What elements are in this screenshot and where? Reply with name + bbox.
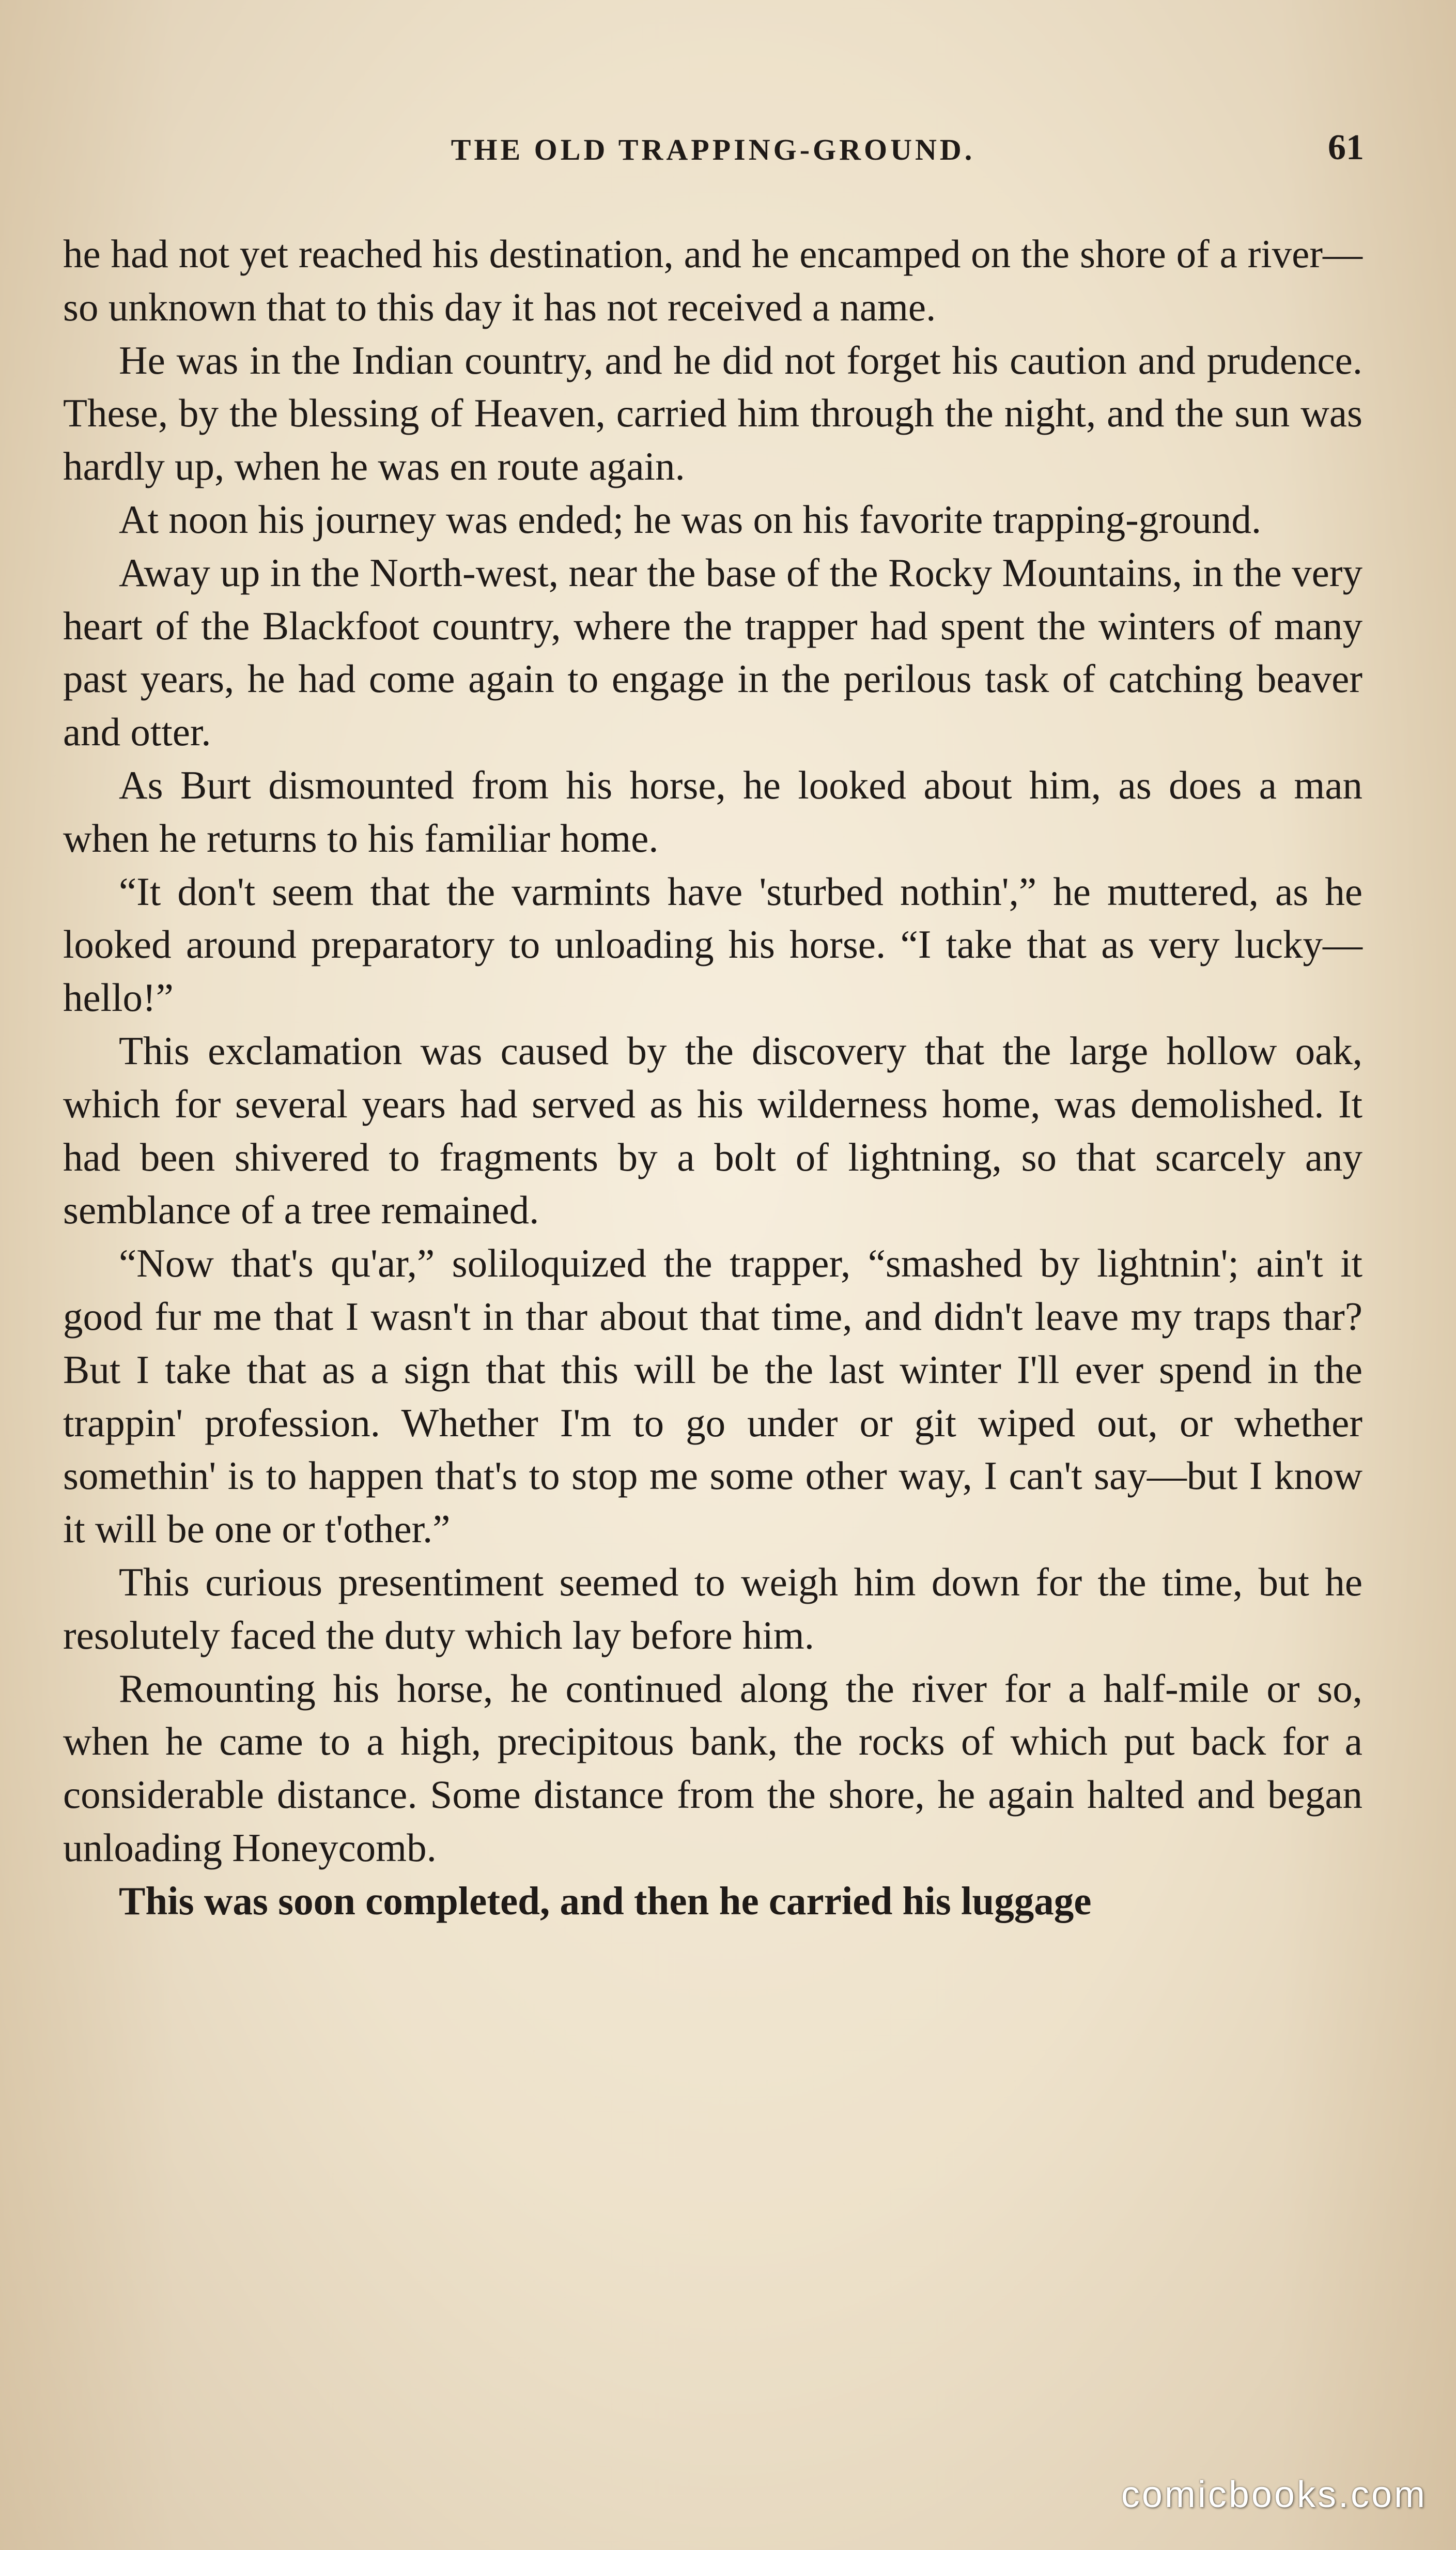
paragraph: This was soon completed, and then he carried his luggage [119,1878,1092,1923]
paragraph: he had not yet reached his destination, and he encamped on the shore of a river—so unknown that to this day it has not received a name. [63,232,1362,329]
page-number: 61 [1328,128,1364,167]
paragraph: “Now that's qu'ar,” soliloquized the trapper, “smashed by lightnin'; ain't it good fur me that I wasn't in thar about that time, and didn't leave my traps thar? But I take that as a sign that this will be the last winter I'll ever spend in the trappin' profession. Whether I'm to go under or git wiped out, or whether somethin' is to happen that's to stop me some other way, I can't say—but I know it will be one or t'other.” [63,1241,1362,1551]
running-head: THE OLD TRAPPING-GROUND. [451,133,975,166]
watermark: comicbooks.com [1121,2474,1427,2515]
body-text [63,227,1362,1928]
page-header [62,124,1364,181]
paragraph: He was in the Indian country, and he did not forget his caution and prudence. These, by the blessing of Heaven, carried him through the night, and the sun was hardly up, when he was en route again. [63,337,1362,489]
paragraph: As Burt dismounted from his horse, he looked about him, as does a man when he returns to his familiar home. [63,762,1362,861]
paragraph: At noon his journey was ended; he was on his favorite trapping-ground. [119,497,1262,542]
paragraph: This exclamation was caused by the discovery that the large hollow oak, which for several years had served as his wilderness home, was demolished. It had been shivered to fragments by a bolt of lightning, so that scarcely any semblance of a tree remained. [63,1028,1362,1233]
paragraph: Remounting his horse, he continued along the river for a half-mile or so, when he came to a high, precipitous bank, the rocks of which put back for a considerable distance. Some distance from the shore, he again halted and began unloading Honeycomb. [63,1666,1362,1870]
paragraph: Away up in the North-west, near the base of the Rocky Mountains, in the very heart of the Blackfoot country, where the trapper had spent the winters of many past years, he had come again to engage in the perilous task of catching beaver and otter. [63,550,1362,755]
paragraph: “It don't seem that the varmints have 'sturbed nothin',” he muttered, as he looked around preparatory to unloading his horse. “I take that as very lucky—hello!” [63,869,1362,1020]
paragraph: This curious presentiment seemed to weigh him down for the time, but he resolutely faced the duty which lay before him. [63,1559,1362,1657]
